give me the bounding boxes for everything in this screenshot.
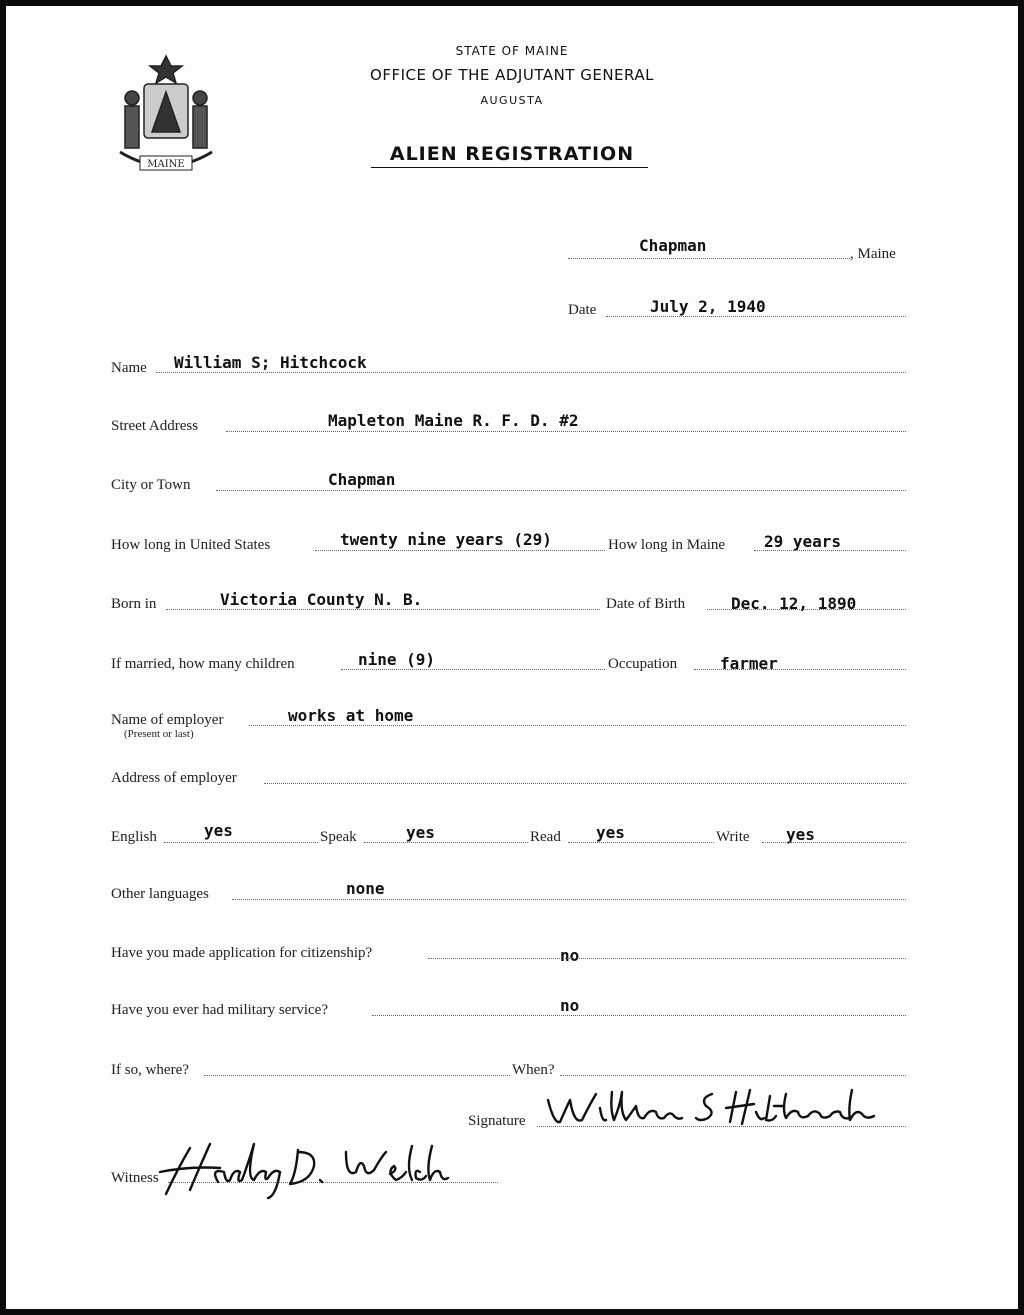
write-line — [762, 842, 906, 843]
other-languages-label: Other languages — [111, 886, 209, 902]
dob-label: Date of Birth — [606, 596, 686, 612]
english-line — [164, 842, 318, 843]
occupation-line — [694, 669, 906, 670]
children-line — [341, 669, 605, 670]
other-languages-value: none — [346, 879, 385, 898]
place-line — [568, 258, 850, 259]
children-label: If married, how many children — [111, 656, 295, 672]
witness-handwriting-icon — [150, 1138, 450, 1200]
maine-duration-label: How long in Maine — [608, 537, 726, 553]
place-suffix: , Maine — [850, 246, 896, 262]
dob-value: Dec. 12, 1890 — [731, 594, 857, 613]
read-value: yes — [596, 823, 625, 842]
write-label: Write — [716, 829, 750, 845]
when-line — [560, 1075, 906, 1076]
citizenship-line — [428, 958, 906, 959]
employer-value: works at home — [288, 706, 414, 725]
street-value: Mapleton Maine R. F. D. #2 — [328, 411, 579, 430]
us-duration-label: How long in United States — [111, 537, 271, 553]
place-value: Chapman — [639, 236, 707, 255]
where-label: If so, where? — [111, 1062, 189, 1078]
speak-value: yes — [406, 823, 435, 842]
write-value: yes — [786, 825, 815, 844]
occupation-value: farmer — [720, 654, 778, 673]
signature-label: Signature — [468, 1113, 526, 1129]
citizenship-value: no — [560, 946, 580, 965]
born-in-line — [166, 609, 600, 610]
employer-line — [249, 725, 906, 726]
witness-label: Witness — [111, 1170, 159, 1186]
where-line — [204, 1075, 510, 1076]
children-value: nine (9) — [358, 650, 436, 669]
seal-text: MAINE — [147, 159, 185, 170]
header-city: AUGUSTA — [480, 94, 544, 107]
street-line — [226, 431, 906, 432]
english-value: yes — [204, 821, 233, 840]
speak-line — [364, 842, 528, 843]
header-office: OFFICE OF THE ADJUTANT GENERAL — [370, 66, 654, 84]
employer-label: Name of employer — [111, 712, 224, 728]
speak-label: Speak — [320, 829, 357, 845]
city-value: Chapman — [328, 470, 396, 489]
name-value: William S; Hitchcock — [174, 353, 367, 372]
military-value: no — [560, 996, 580, 1015]
born-in-label: Born in — [111, 596, 157, 612]
date-line — [606, 316, 906, 317]
maine-duration-line — [754, 550, 906, 551]
city-line — [216, 490, 906, 491]
date-value: July 2, 1940 — [650, 297, 766, 316]
employer-address-label: Address of employer — [111, 770, 237, 786]
us-duration-line — [315, 550, 605, 551]
name-label: Name — [111, 360, 147, 376]
maine-duration-value: 29 years — [764, 532, 842, 551]
other-languages-line — [232, 899, 906, 900]
us-duration-value: twenty nine years (29) — [340, 530, 552, 549]
form-title: ALIEN REGISTRATION — [389, 143, 635, 165]
title-underline — [371, 167, 648, 168]
when-label: When? — [512, 1062, 555, 1078]
employer-address-line — [264, 783, 906, 784]
signature-handwriting-icon — [540, 1086, 890, 1130]
header-state: STATE OF MAINE — [455, 44, 569, 58]
military-label: Have you ever had military service? — [111, 1002, 328, 1018]
dob-line — [707, 609, 906, 610]
read-label: Read — [530, 829, 561, 845]
name-line — [156, 372, 906, 373]
street-label: Street Address — [111, 418, 199, 434]
city-label: City or Town — [111, 477, 191, 493]
date-label: Date — [568, 302, 597, 318]
english-label: English — [111, 829, 157, 845]
military-line — [372, 1015, 906, 1016]
employer-sublabel: (Present or last) — [124, 728, 194, 740]
born-in-value: Victoria County N. B. — [220, 590, 423, 609]
occupation-label: Occupation — [608, 656, 678, 672]
citizenship-label: Have you made application for citizenship? — [111, 945, 373, 961]
read-line — [568, 842, 714, 843]
